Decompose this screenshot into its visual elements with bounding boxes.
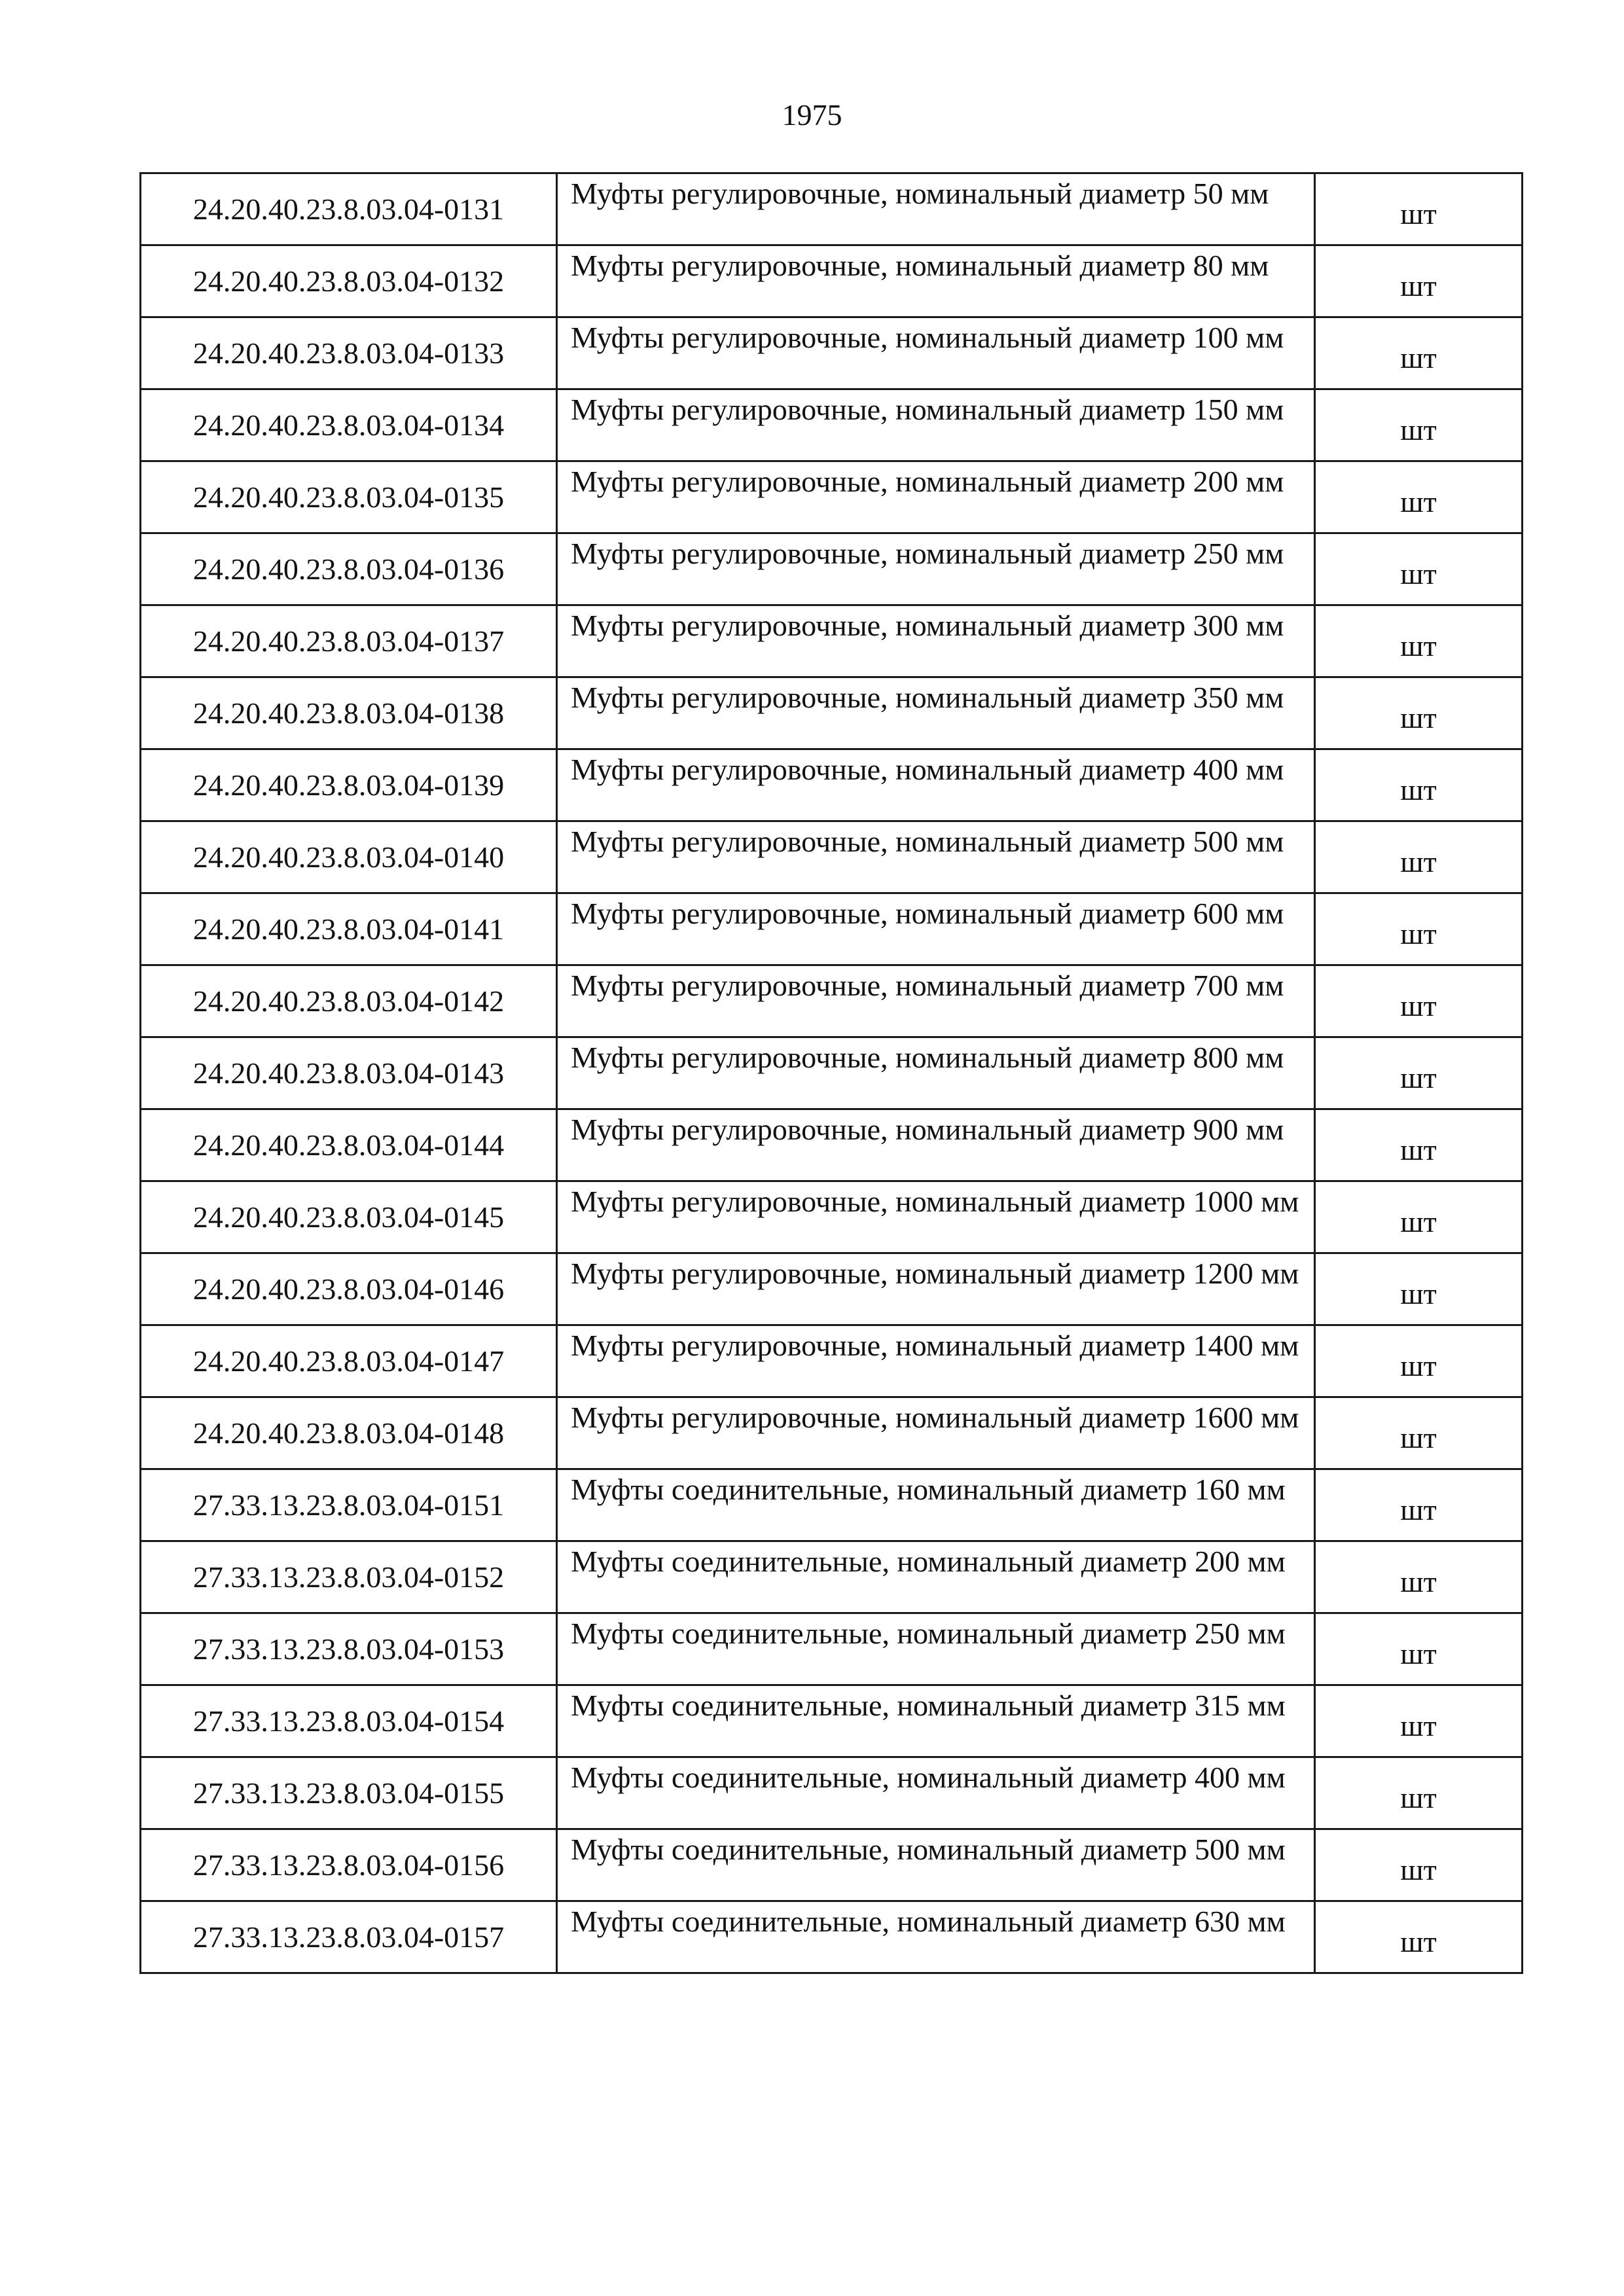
table-row <box>141 1397 1523 1469</box>
unit-of-measure: шт <box>1315 1181 1523 1253</box>
resource-code: 24.20.40.23.8.03.04-0137 <box>141 605 557 677</box>
unit-of-measure: шт <box>1315 533 1523 605</box>
resource-name: Муфты регулировочные, номинальный диаметр 1400 мм <box>557 1325 1315 1397</box>
unit-of-measure: шт <box>1315 317 1523 389</box>
resource-name: Муфты регулировочные, номинальный диаметр 50 мм <box>557 173 1315 245</box>
unit-of-measure: шт <box>1315 1037 1523 1109</box>
table-row <box>141 605 1523 677</box>
resource-name: Муфты соединительные, номинальный диаметр 250 мм <box>557 1613 1315 1685</box>
resource-code: 24.20.40.23.8.03.04-0145 <box>141 1181 557 1253</box>
resource-name: Муфты регулировочные, номинальный диаметр 800 мм <box>557 1037 1315 1109</box>
unit-of-measure: шт <box>1315 965 1523 1037</box>
resource-name: Муфты соединительные, номинальный диаметр 400 мм <box>557 1757 1315 1829</box>
table-row <box>141 317 1523 389</box>
resource-code: 24.20.40.23.8.03.04-0146 <box>141 1253 557 1325</box>
resource-code: 27.33.13.23.8.03.04-0152 <box>141 1541 557 1613</box>
table-row <box>141 389 1523 461</box>
resource-name: Муфты соединительные, номинальный диаметр 160 мм <box>557 1469 1315 1541</box>
unit-of-measure: шт <box>1315 1541 1523 1613</box>
resource-code: 24.20.40.23.8.03.04-0141 <box>141 893 557 965</box>
unit-of-measure: шт <box>1315 749 1523 821</box>
unit-of-measure: шт <box>1315 1397 1523 1469</box>
resource-name: Муфты регулировочные, номинальный диаметр 250 мм <box>557 533 1315 605</box>
table-row <box>141 461 1523 533</box>
table-row <box>141 1037 1523 1109</box>
resource-name: Муфты регулировочные, номинальный диаметр 200 мм <box>557 461 1315 533</box>
unit-of-measure: шт <box>1315 245 1523 317</box>
unit-of-measure: шт <box>1315 1613 1523 1685</box>
unit-of-measure: шт <box>1315 173 1523 245</box>
resource-code: 24.20.40.23.8.03.04-0139 <box>141 749 557 821</box>
resource-name: Муфты соединительные, номинальный диаметр 315 мм <box>557 1685 1315 1757</box>
resource-code: 24.20.40.23.8.03.04-0147 <box>141 1325 557 1397</box>
resource-code: 24.20.40.23.8.03.04-0140 <box>141 821 557 893</box>
resource-name: Муфты регулировочные, номинальный диаметр 900 мм <box>557 1109 1315 1181</box>
unit-of-measure: шт <box>1315 1901 1523 1973</box>
resource-name: Муфты регулировочные, номинальный диаметр 1000 мм <box>557 1181 1315 1253</box>
table-row <box>141 173 1523 245</box>
unit-of-measure: шт <box>1315 605 1523 677</box>
table-row <box>141 749 1523 821</box>
table-row <box>141 1901 1523 1973</box>
resource-code: 27.33.13.23.8.03.04-0155 <box>141 1757 557 1829</box>
resource-code: 27.33.13.23.8.03.04-0156 <box>141 1829 557 1901</box>
resource-code: 24.20.40.23.8.03.04-0131 <box>141 173 557 245</box>
unit-of-measure: шт <box>1315 1469 1523 1541</box>
resource-code: 24.20.40.23.8.03.04-0144 <box>141 1109 557 1181</box>
unit-of-measure: шт <box>1315 1685 1523 1757</box>
unit-of-measure: шт <box>1315 461 1523 533</box>
table-row <box>141 1325 1523 1397</box>
resource-name: Муфты регулировочные, номинальный диаметр 1200 мм <box>557 1253 1315 1325</box>
resource-code: 24.20.40.23.8.03.04-0133 <box>141 317 557 389</box>
resource-name: Муфты регулировочные, номинальный диаметр 600 мм <box>557 893 1315 965</box>
resource-name: Муфты регулировочные, номинальный диаметр 500 мм <box>557 821 1315 893</box>
catalog-table-body <box>141 173 1523 1973</box>
unit-of-measure: шт <box>1315 1757 1523 1829</box>
table-row <box>141 677 1523 749</box>
resource-name: Муфты регулировочные, номинальный диаметр 1600 мм <box>557 1397 1315 1469</box>
catalog-table <box>139 172 1523 1974</box>
resource-name: Муфты соединительные, номинальный диаметр 630 мм <box>557 1901 1315 1973</box>
resource-code: 24.20.40.23.8.03.04-0132 <box>141 245 557 317</box>
resource-code: 24.20.40.23.8.03.04-0143 <box>141 1037 557 1109</box>
table-row <box>141 1181 1523 1253</box>
resource-name: Муфты регулировочные, номинальный диаметр 150 мм <box>557 389 1315 461</box>
table-row <box>141 1469 1523 1541</box>
unit-of-measure: шт <box>1315 821 1523 893</box>
resource-name: Муфты регулировочные, номинальный диаметр 350 мм <box>557 677 1315 749</box>
unit-of-measure: шт <box>1315 893 1523 965</box>
table-row <box>141 1685 1523 1757</box>
table-row <box>141 245 1523 317</box>
table-row <box>141 1613 1523 1685</box>
unit-of-measure: шт <box>1315 389 1523 461</box>
resource-code: 24.20.40.23.8.03.04-0134 <box>141 389 557 461</box>
resource-code: 27.33.13.23.8.03.04-0154 <box>141 1685 557 1757</box>
resource-name: Муфты соединительные, номинальный диаметр 500 мм <box>557 1829 1315 1901</box>
unit-of-measure: шт <box>1315 677 1523 749</box>
table-row <box>141 1541 1523 1613</box>
resource-code: 24.20.40.23.8.03.04-0136 <box>141 533 557 605</box>
table-row <box>141 533 1523 605</box>
resource-code: 24.20.40.23.8.03.04-0148 <box>141 1397 557 1469</box>
table-row <box>141 821 1523 893</box>
resource-code: 24.20.40.23.8.03.04-0138 <box>141 677 557 749</box>
table-row <box>141 1829 1523 1901</box>
unit-of-measure: шт <box>1315 1325 1523 1397</box>
table-row <box>141 1757 1523 1829</box>
table-row <box>141 965 1523 1037</box>
table-row <box>141 1253 1523 1325</box>
resource-name: Муфты регулировочные, номинальный диаметр 300 мм <box>557 605 1315 677</box>
resource-name: Муфты регулировочные, номинальный диаметр 80 мм <box>557 245 1315 317</box>
resource-code: 27.33.13.23.8.03.04-0153 <box>141 1613 557 1685</box>
resource-name: Муфты регулировочные, номинальный диаметр 700 мм <box>557 965 1315 1037</box>
resource-name: Муфты соединительные, номинальный диаметр 200 мм <box>557 1541 1315 1613</box>
unit-of-measure: шт <box>1315 1109 1523 1181</box>
resource-name: Муфты регулировочные, номинальный диаметр 400 мм <box>557 749 1315 821</box>
table-row <box>141 1109 1523 1181</box>
resource-name: Муфты регулировочные, номинальный диаметр 100 мм <box>557 317 1315 389</box>
unit-of-measure: шт <box>1315 1253 1523 1325</box>
table-row <box>141 893 1523 965</box>
resource-code: 24.20.40.23.8.03.04-0142 <box>141 965 557 1037</box>
unit-of-measure: шт <box>1315 1829 1523 1901</box>
page-number: 1975 <box>782 98 842 132</box>
resource-code: 24.20.40.23.8.03.04-0135 <box>141 461 557 533</box>
resource-code: 27.33.13.23.8.03.04-0151 <box>141 1469 557 1541</box>
resource-code: 27.33.13.23.8.03.04-0157 <box>141 1901 557 1973</box>
